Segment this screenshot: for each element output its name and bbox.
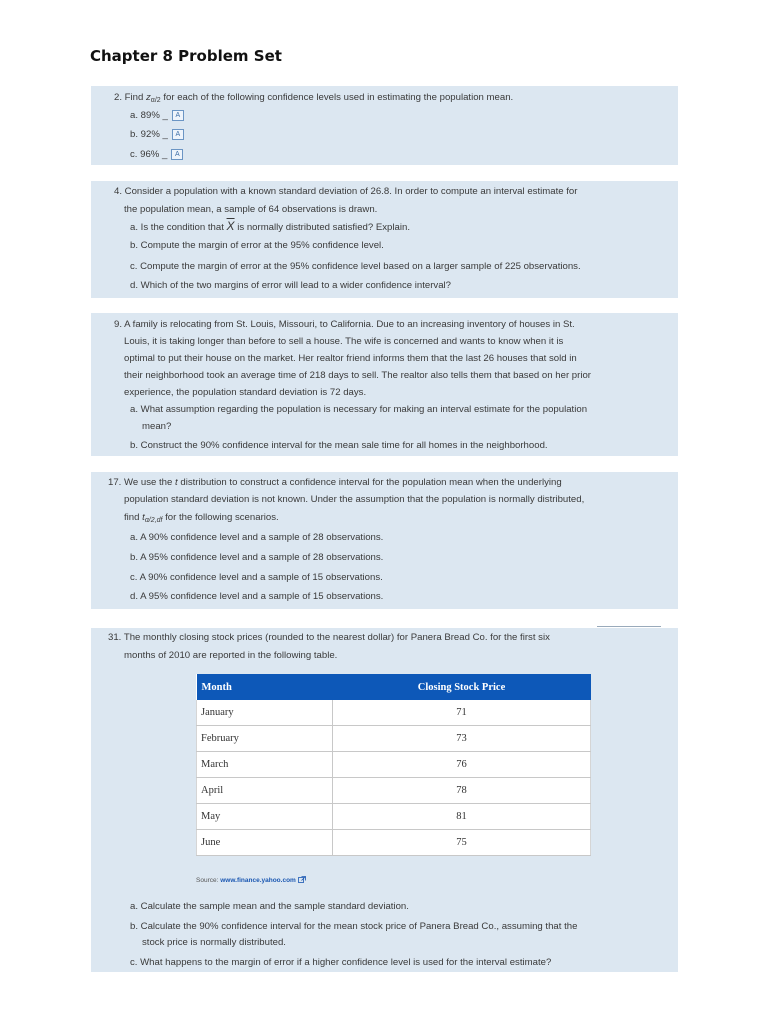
price-cell: 73 <box>333 726 591 752</box>
q17-line-2: population standard deviation is not known. Under the assumption that the population is normally distributed, <box>124 494 585 505</box>
q31-item-c: c. What happens to the margin of error if a higher confidence level is used for the interval estimate? <box>130 957 552 968</box>
month-cell: February <box>197 726 333 752</box>
t-symbol: t <box>175 477 178 488</box>
month-cell: June <box>197 830 333 856</box>
q31-item-b-line-1: b. Calculate the 90% confidence interval for the mean stock price of Panera Bread Co., assuming that the <box>130 921 578 932</box>
price-cell: 75 <box>333 830 591 856</box>
month-cell: January <box>197 700 333 726</box>
q31-line-1: 31. The monthly closing stock prices (rounded to the nearest dollar) for Panera Bread Co. for the first six <box>108 632 550 643</box>
q4-item-c: c. Compute the margin of error at the 95% confidence level based on a larger sample of 225 observations. <box>130 261 581 272</box>
table-row <box>197 830 591 856</box>
price-cell: 71 <box>333 700 591 726</box>
z-symbol: z <box>146 92 151 103</box>
month-cell: May <box>197 804 333 830</box>
q9-line-2: Louis, it is taking longer than before to sell a house. The wife is concerned and wants to know when it is <box>124 336 564 347</box>
column-header-month: Month <box>197 674 333 700</box>
q4-line-2: the population mean, a sample of 64 observations is drawn. <box>124 204 378 215</box>
question-9-box <box>91 313 678 456</box>
external-link-icon[interactable] <box>298 876 306 883</box>
price-cell: 81 <box>333 804 591 830</box>
source-label: Source: <box>196 877 221 884</box>
q4-item-d: d. Which of the two margins of error will lead to a wider confidence interval? <box>130 280 452 291</box>
z-subscript: α/2 <box>150 97 161 104</box>
q2-item-a: a. 89% _ A <box>130 110 184 122</box>
q9-line-1: 9. A family is relocating from St. Louis, Missouri, to California. Due to an increasing inventory of houses in St. <box>114 319 575 330</box>
q17-item-c: c. A 90% confidence level and a sample of 15 observations. <box>130 572 383 583</box>
source-link[interactable]: www.finance.yahoo.com <box>220 877 296 884</box>
q9-item-b: b. Construct the 90% confidence interval for the mean sale time for all homes in the neighborhood. <box>130 440 548 451</box>
month-cell: March <box>197 752 333 778</box>
price-cell: 78 <box>333 778 591 804</box>
q17-item-a: a. A 90% confidence level and a sample of 28 observations. <box>130 532 384 543</box>
q31-item-a: a. Calculate the sample mean and the sample standard deviation. <box>130 901 409 912</box>
q9-item-a-line-2: mean? <box>142 421 172 432</box>
price-cell: 76 <box>333 752 591 778</box>
q17-item-d: d. A 95% confidence level and a sample of 15 observations. <box>130 591 384 602</box>
column-header-price: Closing Stock Price <box>333 674 591 700</box>
q31-item-b-line-2: stock price is normally distributed. <box>142 937 286 948</box>
q9-item-a-line-1: a. What assumption regarding the population is necessary for making an interval estimate for the population <box>130 404 588 415</box>
q4-item-a: a. Is the condition that $\overline{X}$ is normally distributed satisfied? Explain. <box>130 219 410 233</box>
answer-hint-icon[interactable]: A <box>172 129 184 140</box>
table-row <box>197 778 591 804</box>
table-row <box>197 804 591 830</box>
table-source <box>196 876 306 884</box>
q9-line-4: their neighborhood took an average time of 218 days to sell. The realtor also tells them that based on her prior <box>124 370 591 381</box>
month-cell: April <box>197 778 333 804</box>
t-subscript: α/2,df <box>144 517 163 524</box>
q4-line-1: 4. Consider a population with a known standard deviation of 26.8. In order to compute an interval estimate for <box>114 186 578 197</box>
table-header-row <box>197 674 591 700</box>
q2-prompt: 2. Find $z_{\alpha/2}$ for each of the following confidence levels used in estimating the population mean. <box>114 92 514 104</box>
answer-hint-icon[interactable]: A <box>172 110 184 121</box>
q17-line-1: 17. We use the t distribution to construct a confidence interval for the population mean when the underlying <box>108 477 562 488</box>
stock-price-table <box>196 674 591 856</box>
table-row <box>197 726 591 752</box>
table-row <box>197 752 591 778</box>
q2-item-c: c. 96% _ A <box>130 149 183 161</box>
divider <box>597 626 661 627</box>
q9-line-3: optimal to put their house on the market. Her realtor friend informs them that the last 26 houses that sold in <box>124 353 577 364</box>
q17-item-b: b. A 95% confidence level and a sample of 28 observations. <box>130 552 384 563</box>
q17-line-3: find $t_{\alpha/2,df}$ for the following scenarios. <box>124 512 279 524</box>
q9-line-5: experience, the population standard deviation is 72 days. <box>124 387 367 398</box>
answer-hint-icon[interactable]: A <box>171 149 183 160</box>
q31-line-2: months of 2010 are reported in the following table. <box>124 650 338 661</box>
q4-item-b: b. Compute the margin of error at the 95% confidence level. <box>130 240 384 251</box>
t-symbol: t <box>142 512 145 523</box>
x-bar-symbol: $\overline{X}$ <box>226 219 235 233</box>
page-title: Chapter 8 Problem Set <box>90 47 282 65</box>
table-row <box>197 700 591 726</box>
q2-item-b: b. 92% _ A <box>130 129 184 141</box>
